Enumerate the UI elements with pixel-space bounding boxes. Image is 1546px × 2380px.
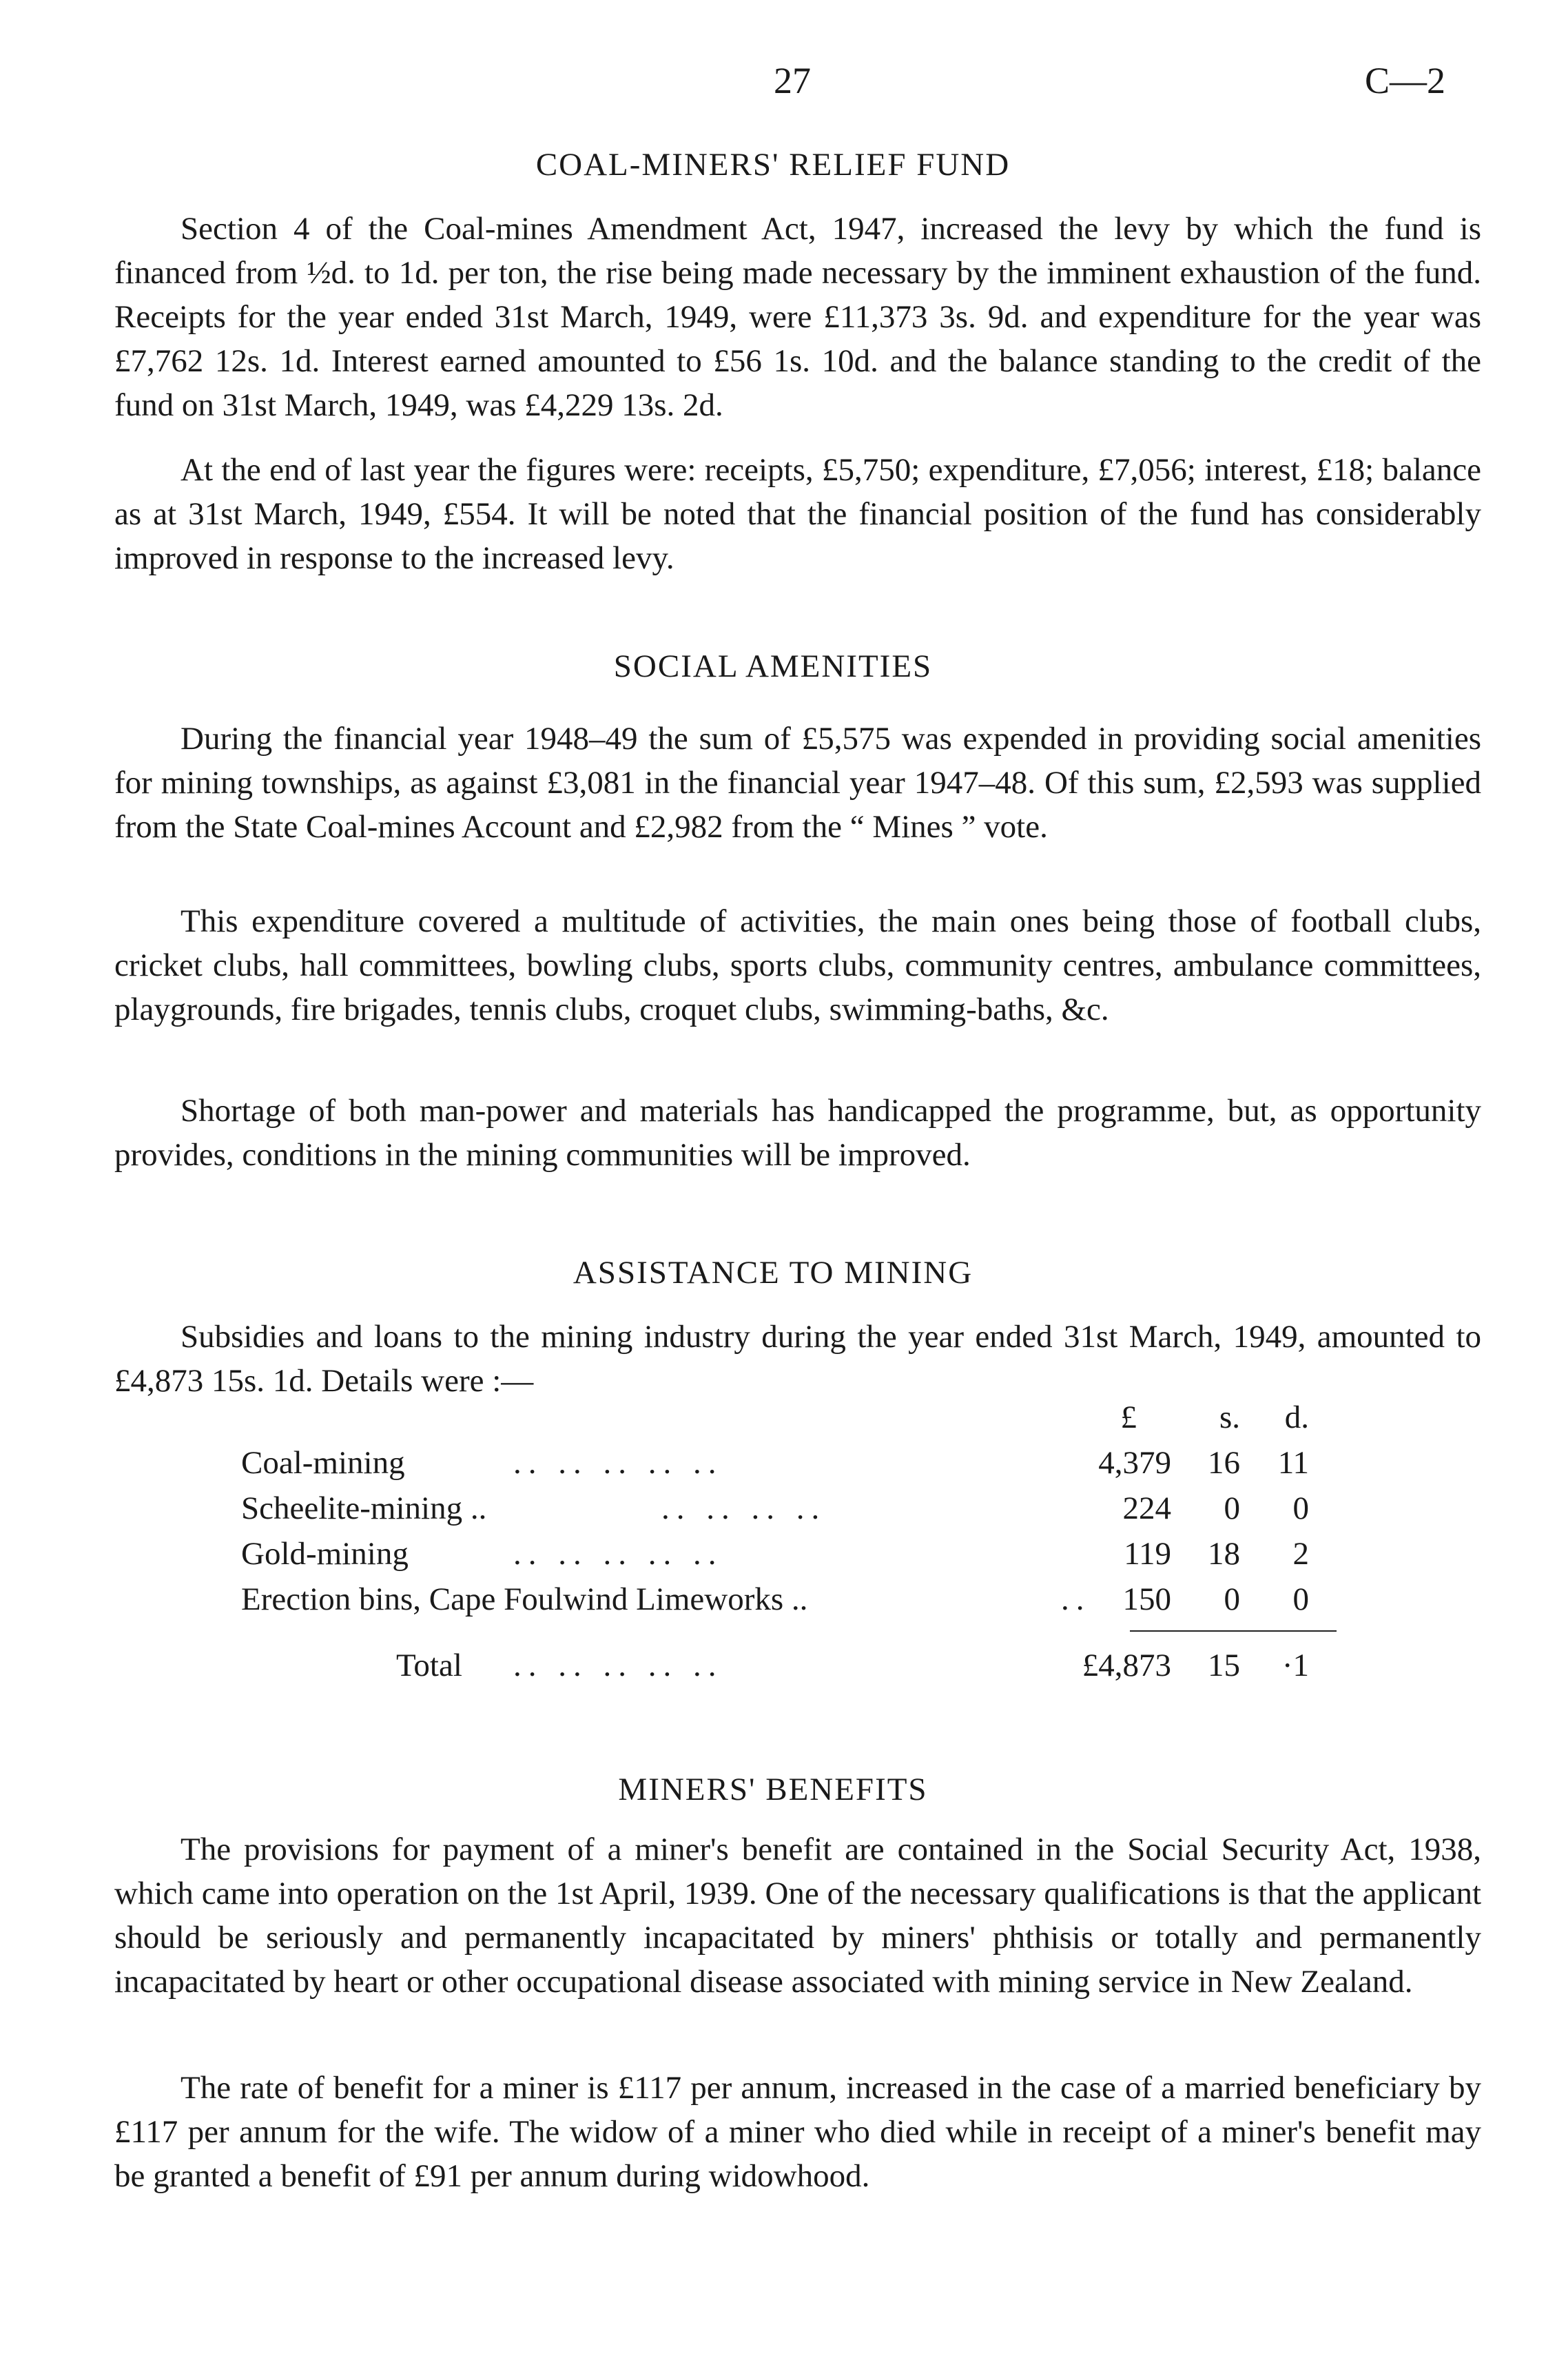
relief-fund-title: COAL-MINERS' RELIEF FUND [535, 147, 1011, 183]
total-pounds: £4,873 [1082, 1648, 1171, 1683]
assistance-intro: Subsidies and loans to the mining industry during the year ended 31st March, 1949, amounted to £4,873 15s. 1d. Details were :— [114, 1319, 1481, 1399]
shillings-header: s. [1219, 1399, 1240, 1435]
leader-dots: .. [1061, 1581, 1091, 1617]
leader-dots: .. .. .. .. [661, 1490, 827, 1526]
row-label: Scheelite-mining .. [241, 1490, 487, 1526]
row-label: Erection bins, Cape Foulwind Limeworks .. [241, 1581, 808, 1617]
row-pence: 0 [1292, 1490, 1309, 1526]
row-label: Coal-mining [241, 1445, 405, 1481]
total-label: Total [396, 1648, 462, 1683]
table-row [241, 1444, 1343, 1488]
miners-benefits-paragraph-2: The rate of benefit for a miner is £117 per annum, increased in the case of a married beneficiary by £117 per annum for the wife. The widow of a miner who died while in receipt of a miner's benefit may be granted a benefit of £91 per annum during widowhood. [114, 2070, 1481, 2194]
social-amenities-paragraph-3: Shortage of both man-power and materials has handicapped the programme, but, as opportunity provides, conditions in the mining communities will be improved. [114, 1093, 1481, 1173]
miners-benefits-paragraph-1: The provisions for payment of a miner's benefit are contained in the Social Security Act, 1938, which came into operation on the 1st April, 1939. One of the necessary qualifications is that the applicant should be seriously and permanently incapacitated by miners' phthisis or totally and permanently incapacitated by heart or other occupational disease associated with mining service in New Zealand. [114, 1832, 1481, 2000]
row-pounds: 150 [1122, 1581, 1171, 1617]
leader-dots: .. .. .. .. .. [513, 1536, 723, 1572]
table-row [241, 1490, 1343, 1534]
pounds-header: £ [1120, 1399, 1137, 1435]
leader-dots: .. .. .. .. .. [513, 1445, 723, 1481]
pence-header: d. [1284, 1399, 1309, 1435]
row-pence: 11 [1277, 1445, 1309, 1481]
total-row [241, 1647, 1343, 1691]
total-pence: ·1 [1281, 1648, 1309, 1683]
row-pence: 0 [1292, 1581, 1309, 1617]
relief-fund-paragraph-2: At the end of last year the figures were: receipts, £5,750; expenditure, £7,056; interest, £18; balance as at 31st March, 1949, £554. It will be noted that the financial position of the fund has considerably improved in response to the increased levy. [114, 452, 1481, 576]
table-row [241, 1535, 1343, 1579]
relief-fund-paragraph-1: Section 4 of the Coal-mines Amendment Act, 1947, increased the levy by which the fund is financed from ½d. to 1d. per ton, the rise being made necessary by the imminent exhaustion of the fund. Receipts for the year ended 31st March, 1949, were £11,373 3s. 9d. and expenditure for the year was £7,762 12s. 1d. Interest earned amounted to £56 1s. 10d. and the balance standing to the credit of the fund on 31st March, 1949, was £4,229 13s. 2d. [114, 211, 1481, 423]
row-pounds: 224 [1122, 1490, 1171, 1526]
social-amenities-paragraph-2: This expenditure covered a multitude of activities, the main ones being those of football clubs, cricket clubs, hall committees, bowling clubs, sports clubs, community centres, ambulance committees, playgrounds, fire brigades, tennis clubs, croquet clubs, swimming-baths, &c. [114, 903, 1481, 1027]
row-shillings: 16 [1208, 1445, 1240, 1481]
leader-dots: .. .. .. .. .. [513, 1648, 723, 1683]
social-amenities-paragraph-1: During the financial year 1948–49 the sum of £5,575 was expended in providing social amenities for mining townships, as against £3,081 in the financial year 1947–48. Of this sum, £2,593 was supplied from the State Coal-mines Account and £2,982 from the “ Mines ” vote. [114, 721, 1481, 845]
row-pounds: 4,379 [1098, 1445, 1171, 1481]
row-pounds: 119 [1124, 1536, 1171, 1572]
page-number: 27 [774, 60, 811, 101]
table-row [241, 1581, 1343, 1625]
total-shillings: 15 [1208, 1648, 1240, 1683]
row-shillings: 0 [1224, 1581, 1240, 1617]
row-label: Gold-mining [241, 1536, 409, 1572]
total-rule [1130, 1630, 1337, 1632]
miners-benefits-title: MINERS' BENEFITS [618, 1772, 928, 1807]
row-shillings: 0 [1224, 1490, 1240, 1526]
currency-header [241, 1399, 1343, 1443]
assistance-title: ASSISTANCE TO MINING [573, 1255, 973, 1291]
document-code: C—2 [1364, 60, 1445, 101]
row-pence: 2 [1292, 1536, 1309, 1572]
assistance-table [241, 1399, 1343, 1695]
social-amenities-title: SOCIAL AMENITIES [613, 648, 933, 684]
row-shillings: 18 [1208, 1536, 1240, 1572]
